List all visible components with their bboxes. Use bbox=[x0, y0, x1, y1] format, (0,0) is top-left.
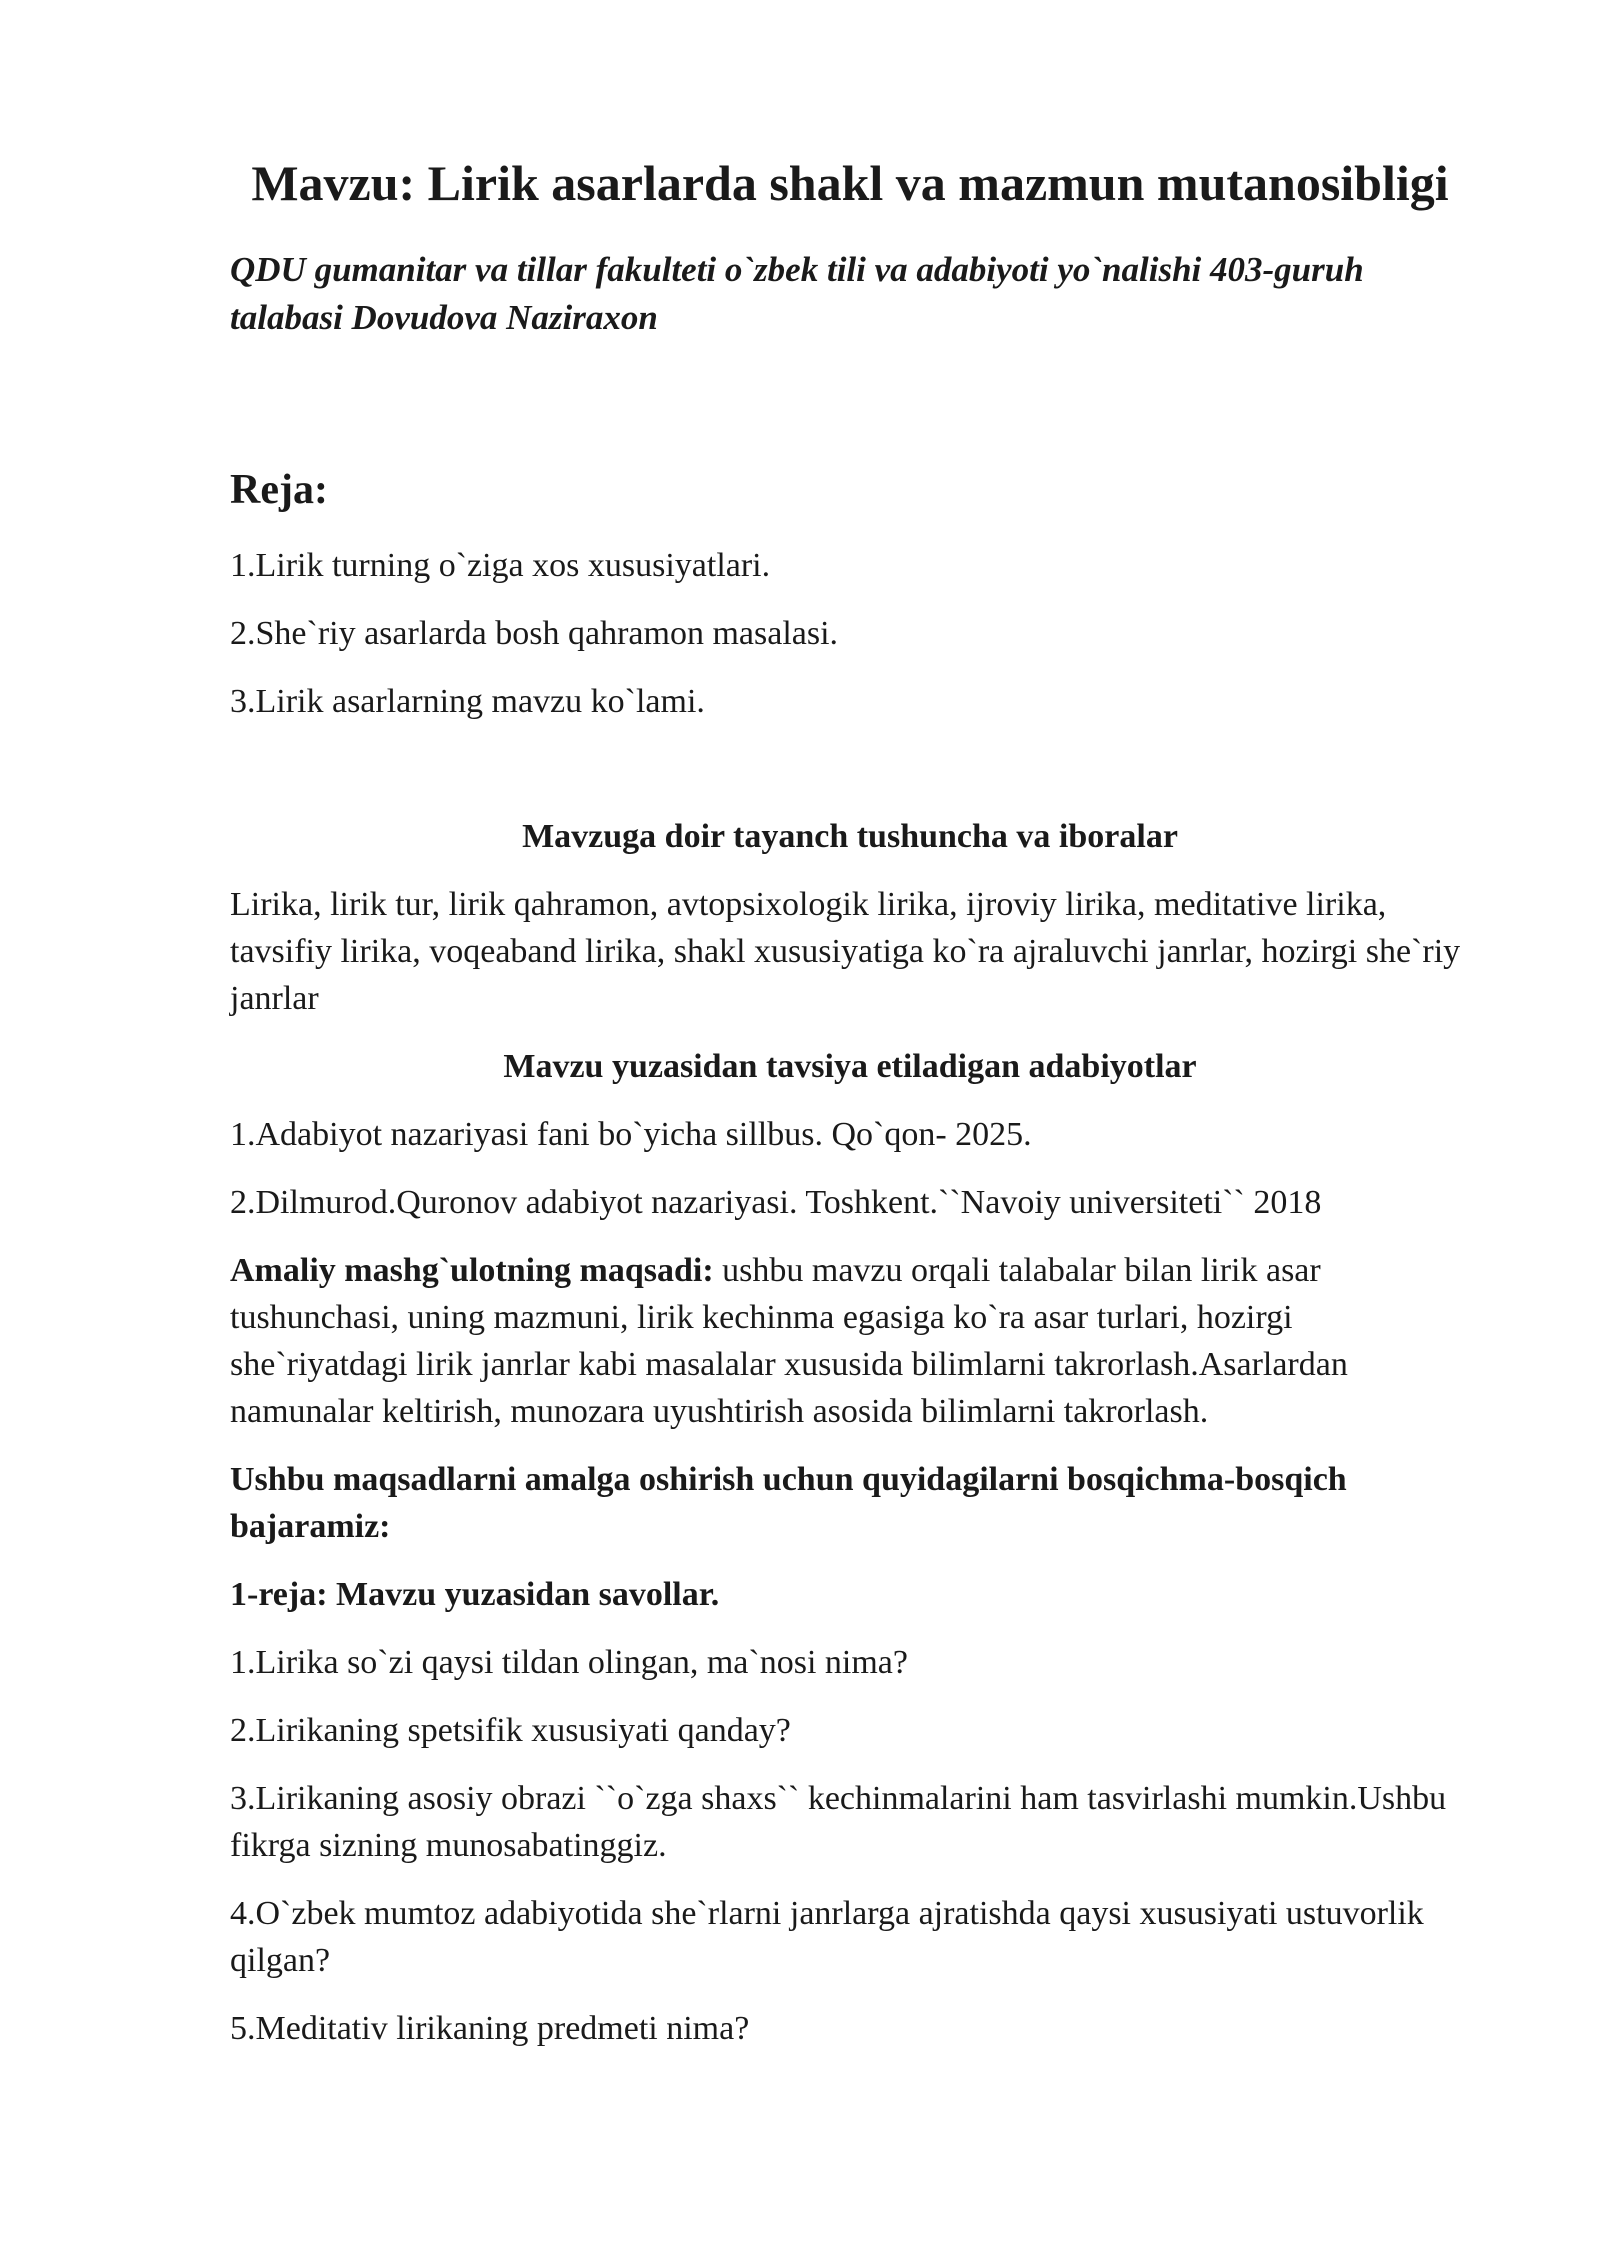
literature-heading: Mavzu yuzasidan tavsiya etiladigan adabiyotlar bbox=[503, 1048, 1197, 1085]
document-title: Mavzu: Lirik asarlarda shakl va mazmun mutanosibligi bbox=[251, 155, 1449, 211]
plan-item: 1.Lirik turning o`ziga xos xususiyatlari. bbox=[230, 547, 771, 584]
plan1-heading: 1-reja: Mavzu yuzasidan savollar. bbox=[230, 1576, 720, 1613]
question-item: 2.Lirikaning spetsifik xususiyati qanday? bbox=[230, 1712, 791, 1749]
literature-item: 1.Adabiyot nazariyasi fani bo`yicha sillbus. Qo`qon- 2025. bbox=[230, 1116, 1032, 1153]
goal-text: ushbu mavzu orqali talabalar bilan lirik asar tushunchasi, uning mazmuni, lirik kechinma egasiga ko`ra asar turlari, hozirgi she`riyatdagi lirik janrlar kabi masalalar xususida bilimlarni takrorlash.Asarlardan namunalar keltirish, munozara uyushtirish asosida bilimlarni takrorlash. bbox=[230, 1252, 1348, 1430]
plan-heading: Reja: bbox=[230, 467, 328, 513]
author-subtitle: QDU gumanitar va tillar fakulteti o`zbek tili va adabiyoti yo`nalishi 403-guruh talabasi Dovudova Naziraxon bbox=[230, 250, 1364, 337]
steps-intro: Ushbu maqsadlarni amalga oshirish uchun quyidagilarni bosqichma-bosqich bajaramiz: bbox=[230, 1461, 1347, 1545]
document-page bbox=[230, 150, 1470, 2073]
goal-label: Amaliy mashg`ulotning maqsadi: bbox=[230, 1252, 714, 1289]
concepts-text: Lirika, lirik tur, lirik qahramon, avtopsixologik lirika, ijroviy lirika, meditative lirika, tavsifiy lirika, voqeaband lirika, shakl xususiyatiga ko`ra ajraluvchi janrlar, hozirgi she`riy janrlar bbox=[230, 886, 1461, 1017]
question-item: 4.O`zbek mumtoz adabiyotida she`rlarni janrlarga ajratishda qaysi xususiyati ustuvorlik qilgan? bbox=[230, 1895, 1424, 1979]
question-item: 1.Lirika so`zi qaysi tildan olingan, ma`nosi nima? bbox=[230, 1644, 908, 1681]
question-item: 5.Meditativ lirikaning predmeti nima? bbox=[230, 2010, 750, 2047]
literature-item: 2.Dilmurod.Quronov adabiyot nazariyasi. Toshkent.``Navoiy universiteti`` 2018 bbox=[230, 1184, 1322, 1221]
goal-paragraph bbox=[230, 1247, 1470, 1435]
question-item: 3.Lirikaning asosiy obrazi ``o`zga shaxs`` kechinmalarini ham tasvirlashi mumkin.Ushbu fikrga sizning munosabatinggiz. bbox=[230, 1780, 1447, 1864]
plan-item: 2.She`riy asarlarda bosh qahramon masalasi. bbox=[230, 615, 839, 652]
plan-item: 3.Lirik asarlarning mavzu ko`lami. bbox=[230, 683, 705, 720]
concepts-heading: Mavzuga doir tayanch tushuncha va iboralar bbox=[522, 818, 1178, 855]
